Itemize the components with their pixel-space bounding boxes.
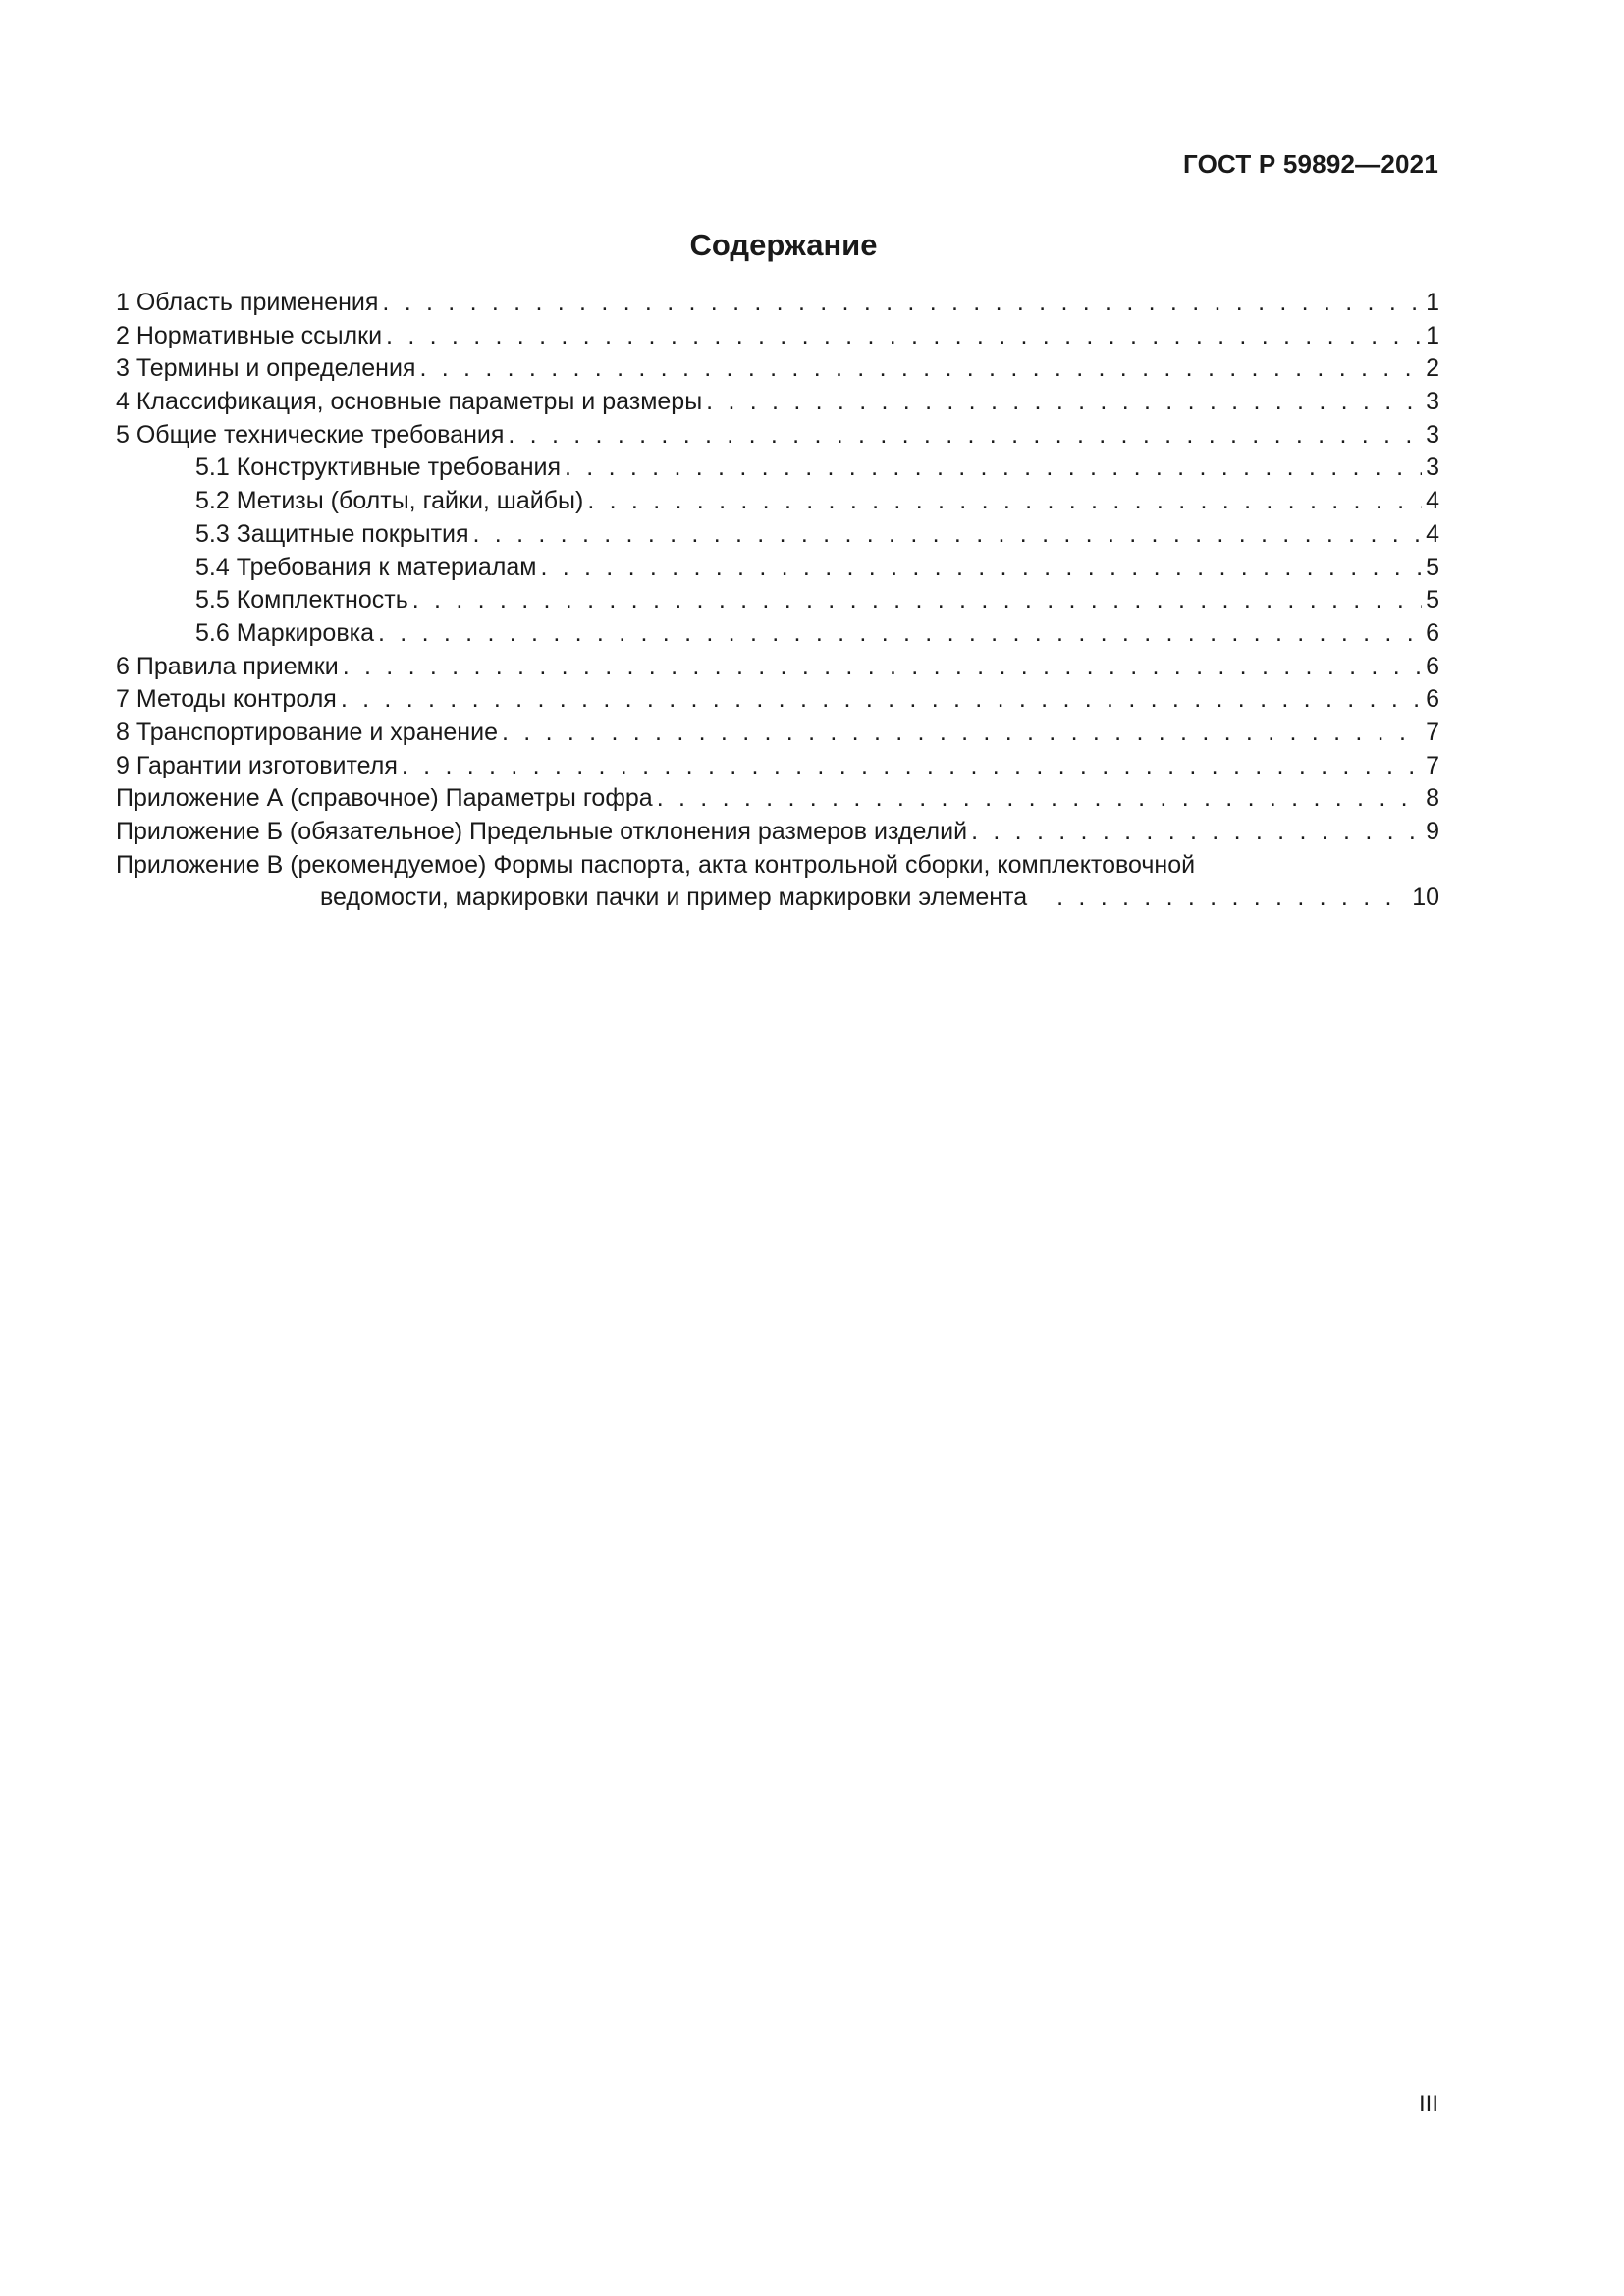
toc-leader-dots (419, 352, 1422, 386)
toc-entry-label: 6 Правила приемки (116, 652, 339, 680)
toc-leader-dots (412, 584, 1422, 617)
toc-entry-label: Приложение Б (обязательное) Предельные отклонения размеров изделий (116, 818, 968, 845)
toc-leader-dots (565, 452, 1422, 485)
toc-subentry[interactable] (116, 552, 1439, 585)
toc-entry-label: 1 Область применения (116, 289, 379, 316)
toc-entry-label: 3 Термины и определения (116, 354, 416, 383)
toc-entry[interactable] (116, 287, 1439, 320)
toc-subentry[interactable] (116, 584, 1439, 617)
toc-entry-label: 5.6 Маркировка (195, 618, 374, 647)
toc-leader-dots (341, 683, 1422, 717)
toc-entry-page: 8 (1426, 784, 1439, 813)
toc-entry[interactable] (116, 750, 1439, 783)
page-number: III (1418, 2091, 1438, 2117)
toc-entry-page: 3 (1426, 454, 1439, 482)
toc-entry[interactable] (116, 849, 1439, 882)
toc-leader-dots (382, 287, 1422, 320)
toc-entry-label: 5.3 Защитные покрытия (195, 519, 469, 548)
toc-entry-label: 8 Транспортирование и хранение (116, 718, 498, 746)
toc-leader-dots (657, 782, 1422, 816)
toc-entry-page: 1 (1426, 289, 1439, 316)
toc-entry[interactable] (116, 683, 1439, 717)
toc-entry-page: 6 (1426, 652, 1439, 680)
toc-subentry[interactable] (116, 485, 1439, 518)
toc-entry-label: 5.2 Метизы (болты, гайки, шайбы) (195, 487, 584, 515)
toc-entry[interactable] (116, 717, 1439, 750)
toc-leader-dots (502, 717, 1422, 750)
toc-leader-dots (508, 419, 1422, 453)
toc-leader-dots (587, 485, 1422, 518)
toc-leader-dots (473, 518, 1423, 552)
toc-entry-label: Приложение В (рекомендуемое) Формы паспорта, акта контрольной сборки, комплектовочной (116, 850, 1196, 879)
toc-entry-page: 10 (1412, 883, 1439, 912)
toc-entry-label: 4 Классификация, основные параметры и размеры (116, 388, 703, 416)
toc-entry-label: 5.5 Комплектность (195, 586, 408, 614)
toc-leader-dots (706, 386, 1422, 419)
toc-entry-page: 7 (1426, 751, 1439, 779)
toc-entry-page: 4 (1426, 519, 1439, 548)
toc-entry[interactable] (116, 782, 1439, 816)
toc-leader-dots (402, 750, 1422, 783)
toc-subentry[interactable] (116, 617, 1439, 651)
toc-entry-label: 9 Гарантии изготовителя (116, 751, 398, 779)
toc-entry-label: 5 Общие технические требования (116, 420, 505, 449)
toc-entry-label: 2 Нормативные ссылки (116, 321, 383, 349)
toc-title: Содержание (689, 228, 878, 262)
toc-subentry[interactable] (116, 452, 1439, 485)
toc-entry-label-continuation: ведомости, маркировки пачки и пример маркировки элемента (320, 883, 1028, 912)
toc-entry-label: 5.1 Конструктивные требования (195, 454, 561, 482)
table-of-contents (116, 287, 1439, 915)
toc-entry-page: 5 (1426, 586, 1439, 614)
toc-subentry[interactable] (116, 518, 1439, 552)
toc-entry[interactable] (116, 816, 1439, 849)
toc-entry-page: 1 (1426, 321, 1439, 349)
toc-entry-page: 2 (1426, 354, 1439, 383)
toc-entry-page: 3 (1426, 420, 1439, 449)
toc-leader-dots (540, 552, 1422, 585)
toc-entry-page: 6 (1426, 685, 1439, 714)
toc-entry[interactable] (116, 651, 1439, 684)
toc-entry-label: 7 Методы контроля (116, 685, 337, 714)
toc-entry-page: 3 (1426, 388, 1439, 416)
toc-leader-dots (343, 651, 1422, 684)
toc-entry[interactable] (116, 419, 1439, 453)
toc-entry[interactable] (116, 320, 1439, 353)
toc-entry-label: 5.4 Требования к материалам (195, 553, 537, 581)
toc-entry-page: 5 (1426, 553, 1439, 581)
toc-entry[interactable] (116, 352, 1439, 386)
toc-leader-dots (378, 617, 1422, 651)
toc-leader-dots (971, 816, 1422, 849)
toc-entry-page: 7 (1426, 718, 1439, 746)
toc-entry-label: Приложение А (справочное) Параметры гофра (116, 784, 653, 813)
toc-entry-page: 6 (1426, 618, 1439, 647)
document-code: ГОСТ Р 59892—2021 (1183, 149, 1438, 179)
toc-entry-page: 4 (1426, 487, 1439, 515)
toc-entry-page: 9 (1426, 818, 1439, 845)
toc-leader-dots (386, 320, 1422, 353)
toc-entry[interactable] (116, 386, 1439, 419)
toc-entry-continuation[interactable] (116, 881, 1439, 915)
toc-leader-dots (1056, 881, 1408, 915)
